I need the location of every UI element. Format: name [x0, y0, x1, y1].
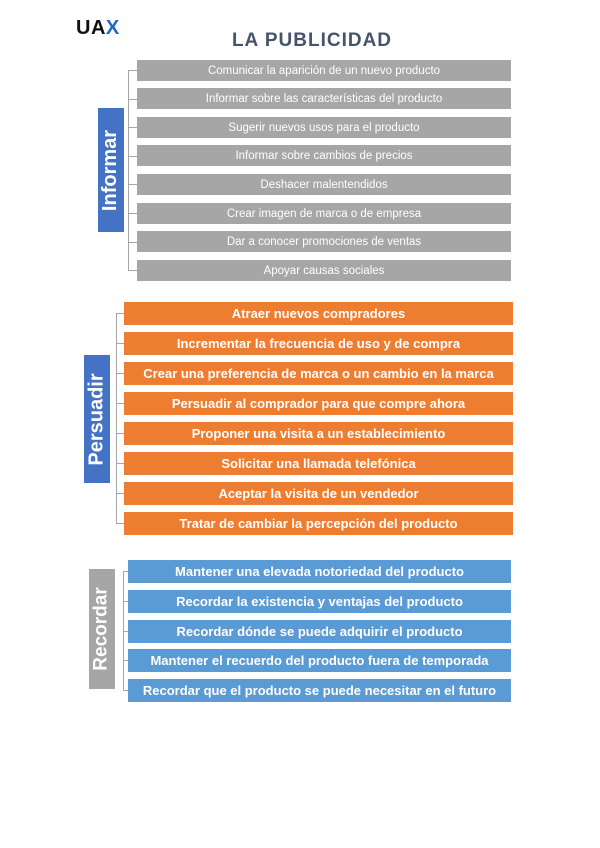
- label-persuadir: Persuadir: [84, 355, 110, 483]
- informar-item: Deshacer malentendidos: [137, 174, 511, 195]
- informar-item: Crear imagen de marca o de empresa: [137, 203, 511, 224]
- label-recordar: Recordar: [89, 569, 115, 689]
- page-title: LA PUBLICIDAD: [231, 30, 393, 51]
- bracket-persuadir: [116, 313, 117, 523]
- recordar-item: Mantener una elevada notoriedad del producto: [128, 560, 511, 583]
- informar-item: Sugerir nuevos usos para el producto: [137, 117, 511, 138]
- informar-item: Apoyar causas sociales: [137, 260, 511, 281]
- informar-item: Dar a conocer promociones de ventas: [137, 231, 511, 252]
- persuadir-item: Atraer nuevos compradores: [124, 302, 513, 325]
- persuadir-item: Persuadir al comprador para que compre ahora: [124, 392, 513, 415]
- persuadir-item: Incrementar la frecuencia de uso y de compra: [124, 332, 513, 355]
- informar-item: Informar sobre las características del producto: [137, 88, 511, 109]
- bracket-informar: [128, 70, 129, 270]
- informar-item: Informar sobre cambios de precios: [137, 145, 511, 166]
- informar-item: Comunicar la aparición de un nuevo producto: [137, 60, 511, 81]
- recordar-item: Recordar dónde se puede adquirir el producto: [128, 620, 511, 643]
- logo-accent: X: [105, 17, 120, 39]
- recordar-item: Mantener el recuerdo del producto fuera de temporada: [128, 649, 511, 672]
- persuadir-item: Proponer una visita a un establecimiento: [124, 422, 513, 445]
- persuadir-item: Tratar de cambiar la percepción del producto: [124, 512, 513, 535]
- persuadir-item: Aceptar la visita de un vendedor: [124, 482, 513, 505]
- persuadir-item: Crear una preferencia de marca o un cambio en la marca: [124, 362, 513, 385]
- persuadir-item: Solicitar una llamada telefónica: [124, 452, 513, 475]
- label-informar: Informar: [98, 108, 124, 232]
- logo-prefix: UA: [76, 17, 106, 39]
- recordar-item: Recordar que el producto se puede necesitar en el futuro: [128, 679, 511, 702]
- recordar-item: Recordar la existencia y ventajas del producto: [128, 590, 511, 613]
